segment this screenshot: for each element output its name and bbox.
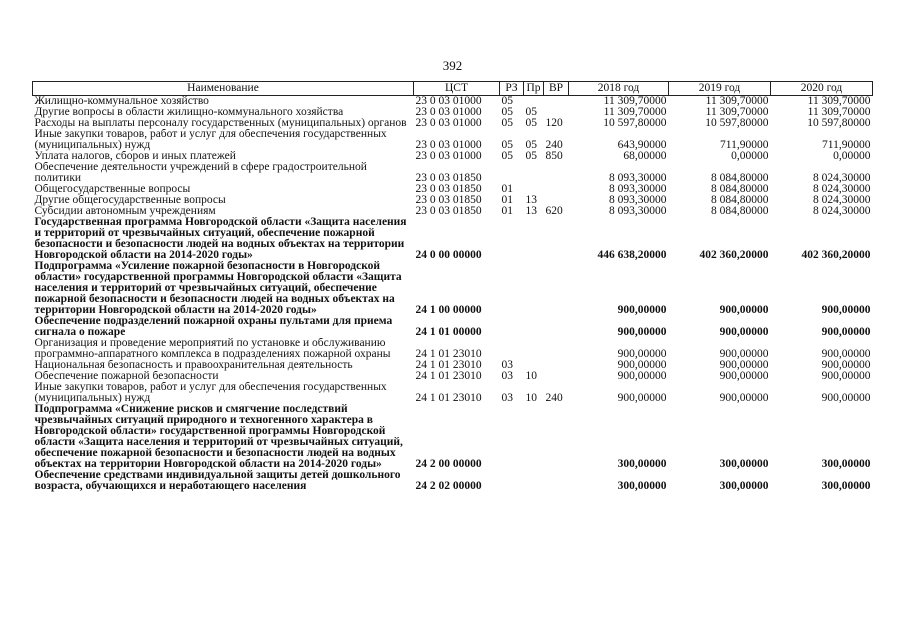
row-2018: 8 093,30000 — [609, 184, 667, 195]
row-cst: 23 0 03 01000 — [415, 107, 482, 118]
row-2020: 300,00000 — [821, 458, 871, 470]
row-pr: 05 — [525, 118, 537, 129]
row-vr — [544, 162, 569, 184]
row-pr: 05 — [525, 151, 537, 162]
row-cst: 24 0 00 00000 — [415, 249, 482, 261]
row-2020: 0,00000 — [833, 151, 871, 162]
row-2019: 0,00000 — [731, 151, 769, 162]
table-row — [33, 129, 873, 151]
row-2018: 10 597,80000 — [603, 118, 667, 129]
row-cst: 24 1 00 00000 — [415, 304, 482, 316]
row-pr: 13 — [525, 195, 537, 206]
table-row — [33, 382, 873, 404]
row-cst: 24 1 01 23010 — [415, 360, 482, 371]
row-2019: 900,00000 — [719, 392, 769, 404]
page-number: 392 — [442, 58, 463, 73]
row-pr: 10 — [525, 392, 537, 404]
row-cst: 24 1 01 23010 — [415, 392, 482, 404]
row-vr: 240 — [545, 139, 563, 151]
row-cst: 23 0 03 01000 — [415, 139, 482, 151]
header-2019: 2019 год — [669, 82, 771, 96]
row-name: Жилищно-коммунальное хозяйство — [34, 95, 209, 107]
row-pr: 13 — [525, 206, 537, 217]
row-cst: 23 0 03 01850 — [415, 206, 482, 217]
row-pr — [524, 261, 544, 316]
row-pr — [524, 162, 544, 184]
row-name: Уплата налогов, сборов и иных платежей — [34, 151, 236, 162]
row-2020: 900,00000 — [821, 348, 871, 360]
row-rz — [500, 316, 524, 338]
row-2018: 900,00000 — [617, 360, 667, 371]
row-rz — [500, 217, 524, 261]
row-cst: 24 2 00 00000 — [415, 458, 482, 470]
row-rz: 01 — [501, 206, 513, 217]
row-2018: 11 309,70000 — [603, 95, 667, 107]
row-2020: 402 360,20000 — [801, 249, 871, 261]
row-2019: 300,00000 — [719, 480, 769, 492]
row-name: Подпрограмма «Усиление пожарной безопасности в Новгородской области» государственной программы Новгородской области «Защита населения и территорий от чрезвычайных ситуаций, обеспечение пожарной безопасности и безопасности людей на водных объектах на территории Новгородской области на 2014-2020 годы» — [34, 261, 402, 316]
row-pr — [524, 470, 544, 492]
row-pr: 05 — [525, 139, 537, 151]
row-2019: 11 309,70000 — [705, 95, 769, 107]
row-vr: 850 — [545, 151, 563, 162]
header-2018: 2018 год — [569, 82, 669, 96]
row-2019: 711,90000 — [720, 139, 769, 151]
row-rz: 01 — [501, 184, 513, 195]
row-vr — [544, 217, 569, 261]
row-name: Обеспечение деятельности учреждений в сфере градостроительной политики — [34, 162, 367, 184]
row-cst: 24 2 02 00000 — [415, 480, 482, 492]
row-name: Подпрограмма «Снижение рисков и смягчение последствий чрезвычайных ситуаций природного и техногенного характера в Новгородской области» государственной программы Новгородской области «Защита населения и территорий от чрезвычайных ситуаций, обеспечение пожарной безопасности и безопасности людей на водных объектах на территории Новгородской области на 2014-2020 годы» — [34, 404, 403, 470]
table-row — [33, 118, 873, 129]
row-2020: 900,00000 — [821, 326, 871, 338]
row-rz — [500, 338, 524, 360]
row-2018: 8 093,30000 — [609, 172, 667, 184]
table-row — [33, 404, 873, 470]
table-row — [33, 162, 873, 184]
header-rz: РЗ — [500, 82, 524, 96]
row-name: Обеспечение средствами индивидуальной защиты детей дошкольного возраста, обучающихся и неработающего населения — [34, 470, 401, 492]
row-vr — [544, 184, 569, 195]
row-2018: 900,00000 — [617, 304, 667, 316]
row-cst: 23 0 03 01850 — [415, 172, 482, 184]
row-vr: 240 — [545, 392, 563, 404]
row-2020: 900,00000 — [821, 392, 871, 404]
table-row — [33, 316, 873, 338]
row-rz — [500, 261, 524, 316]
table-row — [33, 184, 873, 195]
row-2018: 8 093,30000 — [609, 195, 667, 206]
row-cst: 24 1 01 23010 — [415, 348, 482, 360]
row-cst: 24 1 01 00000 — [415, 326, 482, 338]
row-2020: 8 024,30000 — [813, 172, 871, 184]
row-rz — [500, 470, 524, 492]
table-row — [33, 371, 873, 382]
row-vr — [544, 107, 569, 118]
row-rz: 05 — [501, 95, 513, 107]
header-pr: Пр — [524, 82, 544, 96]
row-2019: 10 597,80000 — [705, 118, 769, 129]
row-2020: 11 309,70000 — [807, 107, 871, 118]
table-row — [33, 360, 873, 371]
row-name: Государственная программа Новгородской области «Защита населения и территорий от чрезвычайных ситуаций, обеспечение пожарной безопасности и безопасности людей на водных объектах на территории Новгородской области на 2014-2020 годы» — [34, 217, 407, 261]
header-2020: 2020 год — [771, 82, 873, 96]
row-vr — [544, 96, 569, 108]
row-2018: 68,00000 — [623, 151, 667, 162]
row-name: Организация и проведение мероприятий по установке и обслуживанию программно-аппаратного комплекса в подразделениях пожарной охраны — [34, 338, 391, 360]
row-cst: 23 0 03 01000 — [415, 151, 482, 162]
header-name: Наименование — [33, 82, 414, 96]
row-rz: 03 — [501, 371, 513, 382]
row-2018: 8 093,30000 — [609, 206, 667, 217]
row-name: Обеспечение пожарной безопасности — [34, 371, 219, 382]
row-cst: 23 0 03 01000 — [415, 95, 482, 107]
row-2018: 446 638,20000 — [597, 249, 667, 261]
row-vr — [544, 195, 569, 206]
row-pr — [524, 96, 544, 108]
table-row — [33, 195, 873, 206]
row-cst: 23 0 03 01850 — [415, 195, 482, 206]
row-2018: 643,90000 — [617, 139, 667, 151]
row-cst: 23 0 03 01000 — [415, 118, 482, 129]
row-2019: 900,00000 — [719, 304, 769, 316]
row-pr: 10 — [525, 371, 537, 382]
row-2020: 11 309,70000 — [807, 95, 871, 107]
row-name: Национальная безопасность и правоохранительная деятельность — [34, 360, 353, 371]
row-2018: 900,00000 — [617, 348, 667, 360]
table-row — [33, 217, 873, 261]
table-body — [33, 96, 873, 493]
row-rz: 01 — [501, 195, 513, 206]
row-2019: 8 084,80000 — [711, 184, 769, 195]
row-name: Субсидии автономным учреждениям — [34, 206, 216, 217]
row-name: Обеспечение подразделений пожарной охраны пультами для приема сигнала о пожаре — [34, 316, 393, 338]
row-2019: 900,00000 — [719, 326, 769, 338]
table-row — [33, 470, 873, 492]
row-2019: 900,00000 — [719, 371, 769, 382]
row-2018: 300,00000 — [617, 458, 667, 470]
table-row — [33, 206, 873, 217]
row-2020: 711,90000 — [822, 139, 871, 151]
table-header-row — [33, 82, 873, 96]
row-2019: 300,00000 — [719, 458, 769, 470]
row-2019: 402 360,20000 — [699, 249, 769, 261]
row-2018: 900,00000 — [617, 371, 667, 382]
row-2020: 300,00000 — [821, 480, 871, 492]
row-vr: 120 — [545, 118, 563, 129]
row-2019: 900,00000 — [719, 360, 769, 371]
table-row — [33, 338, 873, 360]
row-name: Иные закупки товаров, работ и услуг для обеспечения государственных (муниципальных) нужд — [34, 382, 387, 404]
table-row — [33, 107, 873, 118]
row-vr — [544, 360, 569, 371]
row-2019: 8 084,80000 — [711, 172, 769, 184]
row-2020: 900,00000 — [821, 360, 871, 371]
row-name: Другие вопросы в области жилищно-коммунального хозяйства — [34, 107, 344, 118]
row-pr — [524, 338, 544, 360]
row-pr: 05 — [525, 107, 537, 118]
row-2018: 900,00000 — [617, 392, 667, 404]
header-vr: ВР — [544, 82, 569, 96]
row-2019: 8 084,80000 — [711, 206, 769, 217]
row-2020: 900,00000 — [821, 304, 871, 316]
row-vr — [544, 404, 569, 470]
row-rz: 05 — [501, 107, 513, 118]
row-rz: 03 — [501, 360, 513, 371]
row-vr: 620 — [545, 206, 563, 217]
row-cst: 23 0 03 01850 — [415, 184, 482, 195]
row-2020: 8 024,30000 — [813, 184, 871, 195]
row-vr — [544, 261, 569, 316]
row-name: Общегосударственные вопросы — [34, 184, 191, 195]
row-pr — [524, 217, 544, 261]
row-vr — [544, 316, 569, 338]
row-pr — [524, 360, 544, 371]
table-row — [33, 151, 873, 162]
row-2020: 900,00000 — [821, 371, 871, 382]
row-rz — [500, 162, 524, 184]
header-cst: ЦСТ — [414, 82, 500, 96]
table-row — [33, 261, 873, 316]
row-cst: 24 1 01 23010 — [415, 371, 482, 382]
row-rz: 05 — [501, 151, 513, 162]
row-vr — [544, 470, 569, 492]
row-2020: 10 597,80000 — [807, 118, 871, 129]
row-name: Иные закупки товаров, работ и услуг для обеспечения государственных (муниципальных) нужд — [34, 129, 387, 151]
row-vr — [544, 338, 569, 360]
row-2019: 11 309,70000 — [705, 107, 769, 118]
table-row — [33, 96, 873, 108]
row-2018: 900,00000 — [617, 326, 667, 338]
budget-table — [32, 81, 873, 492]
row-rz: 05 — [501, 118, 513, 129]
row-pr — [524, 404, 544, 470]
row-2018: 300,00000 — [617, 480, 667, 492]
row-pr — [524, 316, 544, 338]
row-rz: 03 — [501, 392, 513, 404]
row-rz — [500, 404, 524, 470]
row-2018: 11 309,70000 — [603, 107, 667, 118]
row-name: Другие общегосударственные вопросы — [34, 195, 226, 206]
row-2020: 8 024,30000 — [813, 206, 871, 217]
row-2019: 900,00000 — [719, 348, 769, 360]
row-2019: 8 084,80000 — [711, 195, 769, 206]
row-name: Расходы на выплаты персоналу государственных (муниципальных) органов — [34, 118, 407, 129]
row-2020: 8 024,30000 — [813, 195, 871, 206]
row-rz: 05 — [501, 139, 513, 151]
row-vr — [544, 371, 569, 382]
row-pr — [524, 184, 544, 195]
